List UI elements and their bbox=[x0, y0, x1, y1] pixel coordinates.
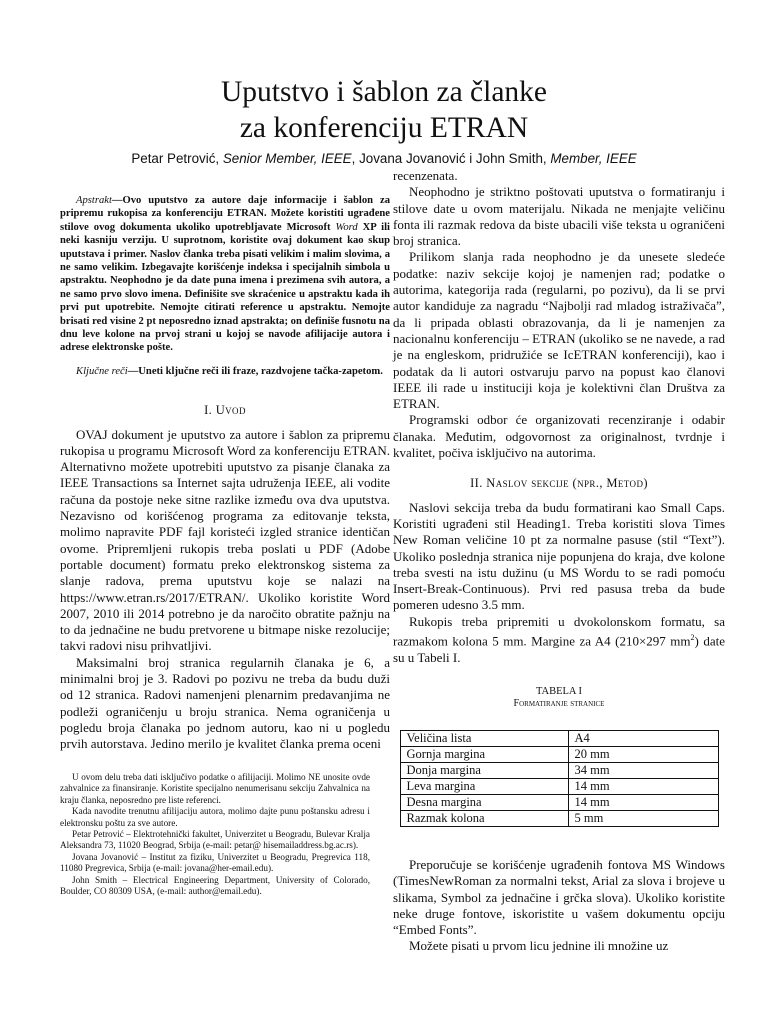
table-row: Leva margina 14 mm bbox=[400, 778, 718, 794]
formatting-paragraph: Neophodno je striktno poštovati uputstva o formatiranju i stilove date u ovom materijalu. Nikada ne menjajte veličinu fonta ili razmak redova da biste ubacili više teksta u ograničeni broj stranica. bbox=[393, 184, 725, 249]
left-column bbox=[60, 182, 390, 1024]
section2-paragraph: Naslovi sekcija treba da budu formatirani kao Small Caps. Koristiti ugrađeni stil Heading1. Treba koristiti slova Times New Roman veličine 10 pt za normalne pasuse (stil “Text”). Ukoliko poslednja stranica nije popunjena do kraja, dve kolone treba svesti na istu dužinu (u MS Wordu to se radi pomoću Insert-Break-Continuous). Prvi red pasusa treba da bude pomeren udesno 3.5 mm. bbox=[393, 499, 725, 613]
section-heading-2: II. Naslov sekcije (npr., Metod) bbox=[470, 476, 648, 491]
abstract: Apstrakt—Ovo uputstvo za autore daje informacije i šablon za pripremu rukopisa za konferenciju ETRAN. Možete koristiti ugrađene stilove ovog dokumenta ukoliko upotrebljavate Microsoft Word XP ili neki kasniju verziju. U suprotnom, koristite ovaj dokument kao skup uputstava i primer. Naslov članka treba pisati velikim i malim slovima, a ne samo velikim. Izbegavajte korišćenje indeksa i specijalnih simbola u apstraktu. Neophodno je da date puna imena i prezimena svih autora, a ne samo prvo slovo imena. Definišite sve skraćenice u apstraktu kada ih prvi put upotrebite. Nemojte citirati reference u apstraktu. Nemojte brisati red visine 2 pt neposredno iznad apstrakta; on definiše fusnotu na dnu leve kolone na prvoj strani u kojoj se navode afilijacije autora i adrese elektronske pošte. bbox=[60, 195, 390, 354]
right-column bbox=[393, 168, 725, 1024]
margins-paragraph: Rukopis treba pripremiti u dvokolonskom formatu, sa razmakom kolona 5 mm. Margine za A4 (210×297 $mm^2$) date su u Tabeli I. bbox=[393, 613, 726, 665]
author-line: Petar Petrović, Senior Member, IEEE, Jovana Jovanović i John Smith, Member, IEEE bbox=[131, 151, 637, 166]
table-row: Desna margina 14 mm bbox=[400, 794, 718, 810]
table-row: Razmak kolona 5 mm bbox=[400, 810, 718, 826]
continued-text: recenzenata. bbox=[393, 168, 458, 183]
table-row: Gornja margina 20 mm bbox=[400, 746, 718, 762]
intro-paragraph-2: Maksimalni broj stranica regularnih članaka je 6, a minimalni broj je 3. Radovi po pozivu ne treba da budu duži od 12 stranica. Radovi namenjeni plenarnim predavanjima ne podleži ograničenju u broju stranica. Nema ograničenja u pogledu broja članaka po jednom autoru, kao ni u pogledu prvih autorstava. Jedino merilo je kvalitet članka prema oceni bbox=[60, 654, 390, 752]
section-heading-intro: I. Uvod bbox=[204, 403, 246, 418]
review-paragraph: Programski odbor će organizovati recenziranje i odabir članaka. Međutim, odgovornost za originalnost, tvrdnje i kvalitet, počiva isključivo na autorima. bbox=[393, 412, 725, 461]
person-paragraph: Možete pisati u prvom licu jednine ili množine uz bbox=[409, 938, 669, 954]
intro-paragraph-1: OVAJ dokument je uputstvo za autore i šablon za pripremu rukopisa u programu Microsoft Word za konferenciju ETRAN. Alternativno možete upotrebiti uputstvo za pisanje članaka za IEEE Transactions sa Internet sajta udruženja IEEE, ali vodite računa da postoje neke sitne razlike između ova dva uputstva. Nezavisno od korišćenog programa za editovanje teksta, molimo napravite PDF fajl koristeći izgled stranice identičan ovome. Pripremljeni rukopis treba poslati u PDF (Adobe portable document) formatu preko elektronskog sistema za slanje radova, prema uputstvu koje se nalazi na https://www.etran.rs/2017/ETRAN/. Ukoliko koristite Word 2007, 2010 ili 2014 potrebno je da naročito obratite pažnju na to da jednačine ne budu pretvorene u bitmape niske rezolucije; takvi radovi nisu prihvatljivi. bbox=[60, 426, 390, 654]
fonts-paragraph: Preporučuje se korišćenje ugrađenih fontova MS Windows (TimesNewRoman za normalni tekst, Arial za slova i brojeve u slikama, Symbol za jednačine i grčka slova). Ukoliko koristite neke druge fontove, iskoristite u vašem dokumentu opciju “Embed Fonts”. bbox=[393, 856, 725, 938]
affiliation-footnote: U ovom delu treba dati isključivo podatke o afilijaciji. Molimo NE unosite ovde zahvalnice za finansiranje. Koristite specijalno nenumerisanu sekciju Zahvalnica na kraju članka, neposredno pre liste referenci. Kada navodite trenutnu afilijaciju autora, molimo dajte punu poštansku adresu i elektronsku poštu za sve autore. Petar Petrović – Elektrotehnički fakultet, Univerzitet u Beogradu, Bulevar Kralja Aleksandra 73, 11020 Beograd, Srbija (e-mail: petar@ hisemailaddress.bg.ac.rs). Jovana Jovanović – Institut za fiziku, Univerzitet u Beogradu, Pregrevica 118, 11080 Pregrevica, Srbija (e-mail: jovana@her-email.edu). John Smith – Electrical Engineering Department, University of Colorado, Boulder, CO 80309 USA, (e-mail: author@email.edu). bbox=[60, 772, 370, 897]
keywords: Ključne reči—Uneti ključne reči ili fraze, razdvojene tačka-zapetom. bbox=[76, 365, 383, 377]
page-format-table bbox=[400, 730, 719, 827]
table-row: Donja margina 34 mm bbox=[400, 762, 718, 778]
table-caption: TABELA I Formatiranje stranice bbox=[513, 685, 605, 709]
fonts-section bbox=[393, 857, 725, 955]
paper-title: Uputstvo i šablon za članke za konferenciju ETRAN bbox=[220, 76, 548, 144]
table-row: Veličina lista A4 bbox=[400, 730, 718, 746]
submission-paragraph: Prilikom slanja rada neophodno je da unesete sledeće podatke: naziv sekcije kojoj je namenjen rad; podatke o autorima, kategorija rada (regularni, po pozivu), da li se prvi autor kandiduje za nagradu “Najbolji rad mladog istraživača”, da li pripada oblasti obrazovanja, da li je namenjen za nacionalnu konferenciju – ETRAN (ukoliko se ne navede, a rad je na engleskom, pridružiće se IcETRAN konferenciji), kao i podatak da li autori ostvaruju parvo na popust kao članovi IEEE ili rade u instituciji koja je kolektivni član Društva za ETRAN. bbox=[393, 249, 725, 412]
